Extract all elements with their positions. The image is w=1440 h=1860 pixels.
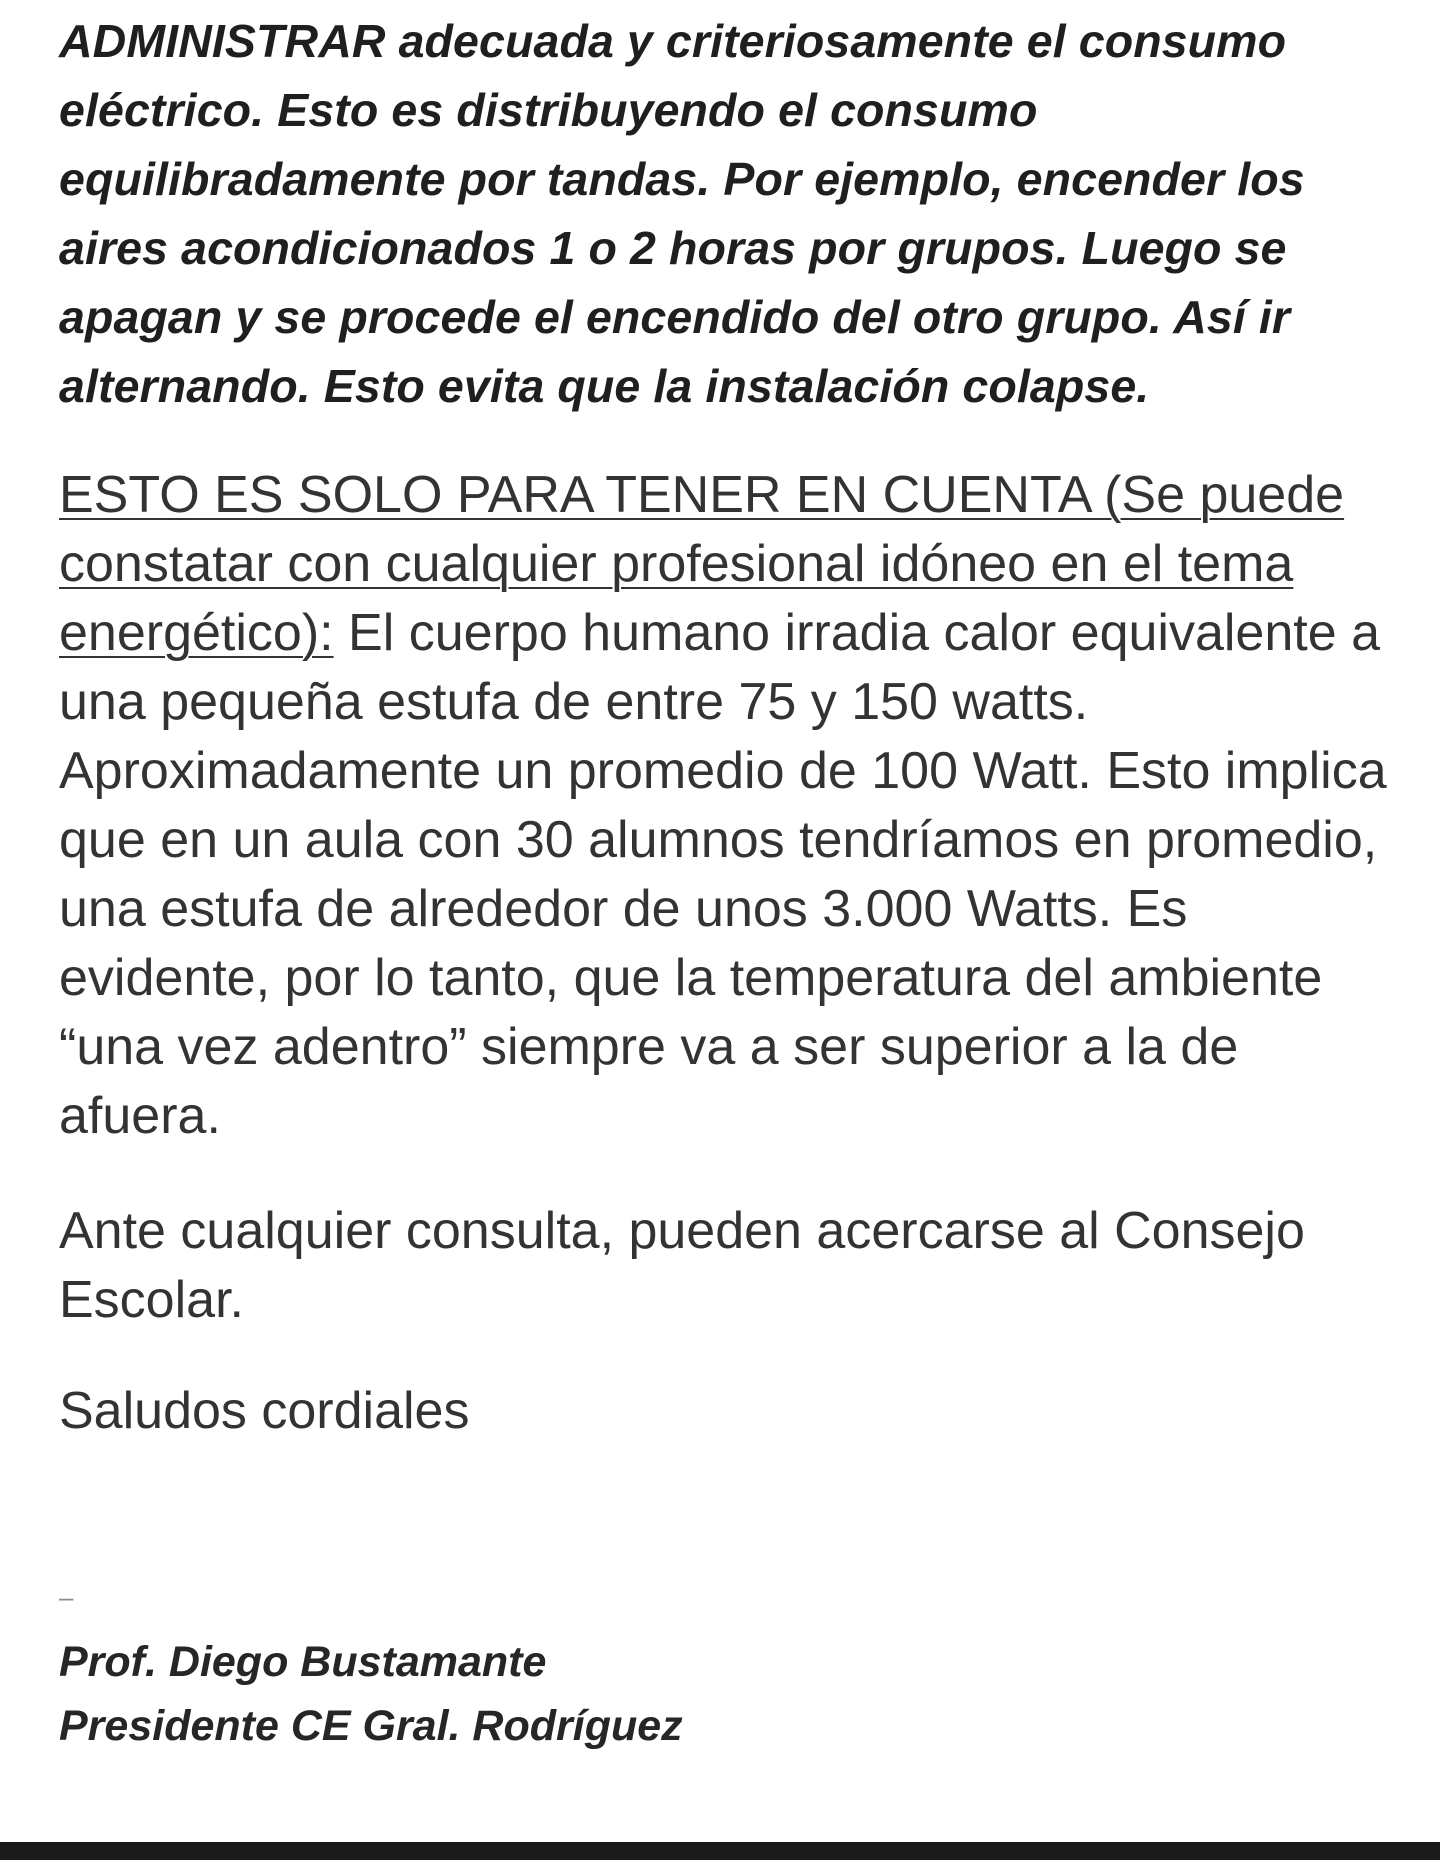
note-body: El cuerpo humano irradia calor equivalente a una pequeña estufa de entre 75 y 150 watts. Aproximadamente un promedio de 100 Watt. Esto implica que en un aula con 30 alumnos tendríamos en promedio, una estufa de alrededor de unos 3.000 Watts. Es evidente, por lo tanto, que la temperatura del ambiente “una vez adentro” siempre va a ser superior a la de afuera. (59, 604, 1387, 1145)
bottom-border (0, 1842, 1440, 1860)
paragraph-note (59, 461, 1409, 1151)
signature-block (59, 1630, 1409, 1758)
signature-separator: – (59, 1582, 74, 1612)
signature-role: Presidente CE Gral. Rodríguez (59, 1702, 683, 1750)
note-heading: ESTO ES SOLO PARA TENER EN CUENTA (Se puede constatar con cualquier profesional idóneo en el tema energético): (59, 466, 1345, 662)
paragraph-consulta: Ante cualquier consulta, pueden acercarse al Consejo Escolar. (59, 1202, 1305, 1329)
document-page (59, 0, 1409, 1842)
paragraph-saludos: Saludos cordiales (59, 1382, 470, 1440)
paragraph-administrar: ADMINISTRAR adecuada y criteriosamente el consumo eléctrico. Esto es distribuyendo el consumo equilibradamente por tandas. Por ejemplo, encender los aires acondicionados 1 o 2 horas por grupos. Luego se apagan y se procede el encendido del otro grupo. Así ir alternando. Esto evita que la instalación colapse. (59, 15, 1305, 412)
signature-name: Prof. Diego Bustamante (59, 1638, 547, 1686)
